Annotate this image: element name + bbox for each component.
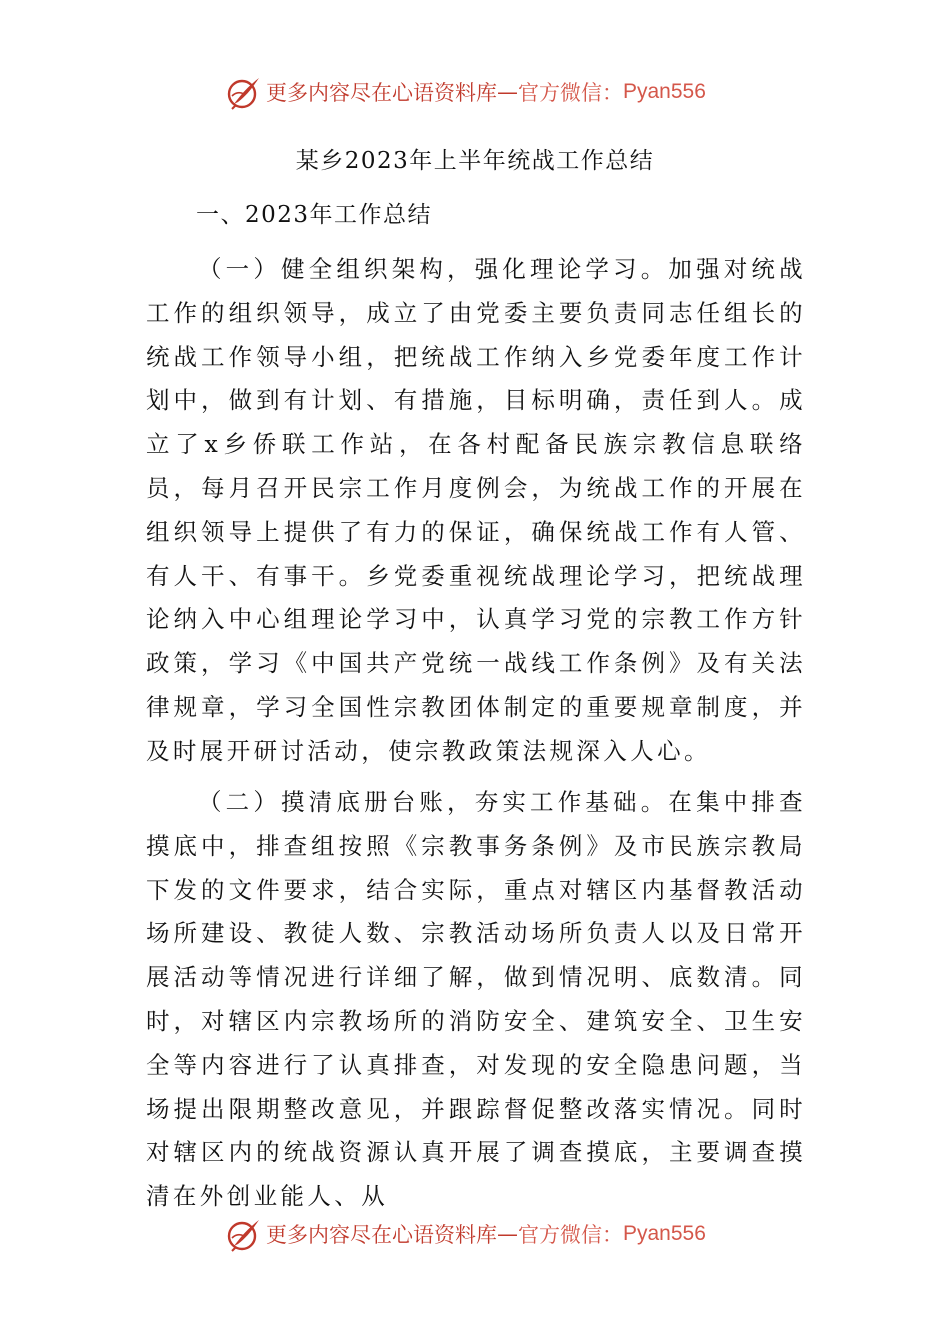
watermark-dash: — (497, 80, 518, 104)
quill-logo-icon (226, 74, 262, 110)
document-title: 某乡2023年上半年统战工作总结 (295, 148, 655, 174)
watermark-text: 更多内容尽在心语资料库 (266, 81, 497, 105)
watermark-footer (226, 1214, 746, 1254)
quill-logo-icon (226, 1216, 262, 1252)
watermark-contact-id: Pyan556 (623, 80, 706, 103)
watermark-contact-label: 官方微信： (518, 81, 623, 105)
watermark-contact-label: 官方微信： (518, 1223, 623, 1247)
watermark-text: 更多内容尽在心语资料库 (266, 1223, 497, 1247)
paragraph-2: （二）摸清底册台账，夯实工作基础。在集中排查摸底中，排查组按照《宗教事务条例》及市民族宗教局下发的文件要求，结合实际，重点对辖区内基督教活动场所建设、教徒人数、宗教活动场所负责人以及日常开展活动等情况进行详细了解，做到情况明、底数清。同时，对辖区内宗教场所的消防安全、建筑安全、卫生安全等内容进行了认真排查，对发现的安全隐患问题，当场提出限期整改意见，并跟踪督促整改落实情况。同时对辖区内的统战资源认真开展了调查摸底，主要调查摸清在外创业能人、从 (146, 788, 806, 1211)
watermark-header (226, 72, 746, 112)
watermark-dash: — (497, 1222, 518, 1246)
paragraph-1: （一）健全组织架构，强化理论学习。加强对统战工作的组织领导，成立了由党委主要负责同志任组长的统战工作领导小组，把统战工作纳入乡党委年度工作计划中，做到有计划、有措施，目标明确，责任到人。成立了x乡侨联工作站，在各村配备民族宗教信息联络员，每月召开民宗工作月度例会，为统战工作的开展在组织领导上提供了有力的保证，确保统战工作有人管、有人干、有事干。乡党委重视统战理论学习，把统战理论纳入中心组理论学习中，认真学习党的宗教工作方针政策，学习《中国共产党统一战线工作条例》及有关法律规章，学习全国性宗教团体制定的重要规章制度，并及时展开研讨活动，使宗教政策法规深入人心。 (146, 255, 806, 765)
section-heading: 一、2023年工作总结 (196, 202, 433, 228)
watermark-contact-id: Pyan556 (623, 1222, 706, 1245)
